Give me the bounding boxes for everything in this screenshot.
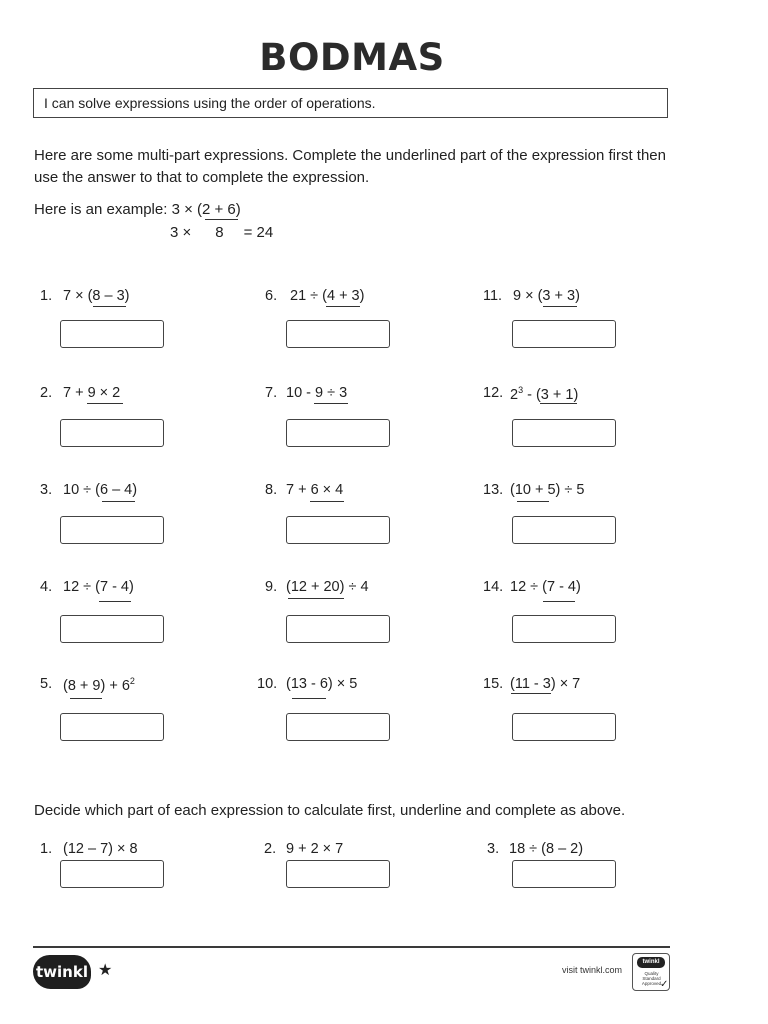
expression-underline	[314, 403, 348, 404]
question-number: 14.	[483, 579, 504, 595]
answer-box-15[interactable]	[512, 713, 616, 741]
star-icon: ★	[98, 962, 113, 979]
expression-underline	[292, 698, 326, 699]
twinkl-logo: twinkl	[33, 955, 91, 989]
page-title: BODMAS	[259, 36, 445, 79]
question-number: 1.	[40, 841, 53, 857]
expression-underline	[326, 306, 360, 307]
question-expression: 9 × (3 + 3)	[513, 288, 580, 304]
check-icon: ✓	[660, 979, 669, 990]
question-number: 13.	[483, 482, 504, 498]
question-expression: 7 + 6 × 4	[286, 482, 344, 498]
quality-badge	[632, 953, 670, 991]
badge-text: Quality Standard Approved	[641, 971, 662, 986]
question-number: 15.	[483, 676, 504, 692]
question-expression: (12 – 7) × 8	[63, 841, 138, 857]
example-expression: Here is an example: 3 × (2 + 6)	[34, 201, 241, 218]
question-number: 4.	[40, 579, 53, 595]
answer-box-10[interactable]	[286, 713, 390, 741]
example-working	[170, 222, 273, 244]
question-expression: (10 + 5) ÷ 5	[510, 482, 585, 498]
question-expression: 12 ÷ (7 - 4)	[510, 579, 581, 595]
question-number: 2.	[40, 385, 53, 401]
question-number: 7.	[265, 385, 278, 401]
expression-underline	[87, 403, 123, 404]
question-number: 10.	[257, 676, 278, 692]
question-number: 3.	[487, 841, 500, 857]
answer-box-4[interactable]	[60, 615, 164, 643]
answer-box-1[interactable]	[60, 320, 164, 348]
expression-underline	[288, 598, 344, 599]
question-number: 5.	[40, 676, 53, 692]
section-2-answer-box-3[interactable]	[512, 860, 616, 888]
answer-box-7[interactable]	[286, 419, 390, 447]
example-working-mid: 8	[215, 224, 224, 241]
question-expression: (11 - 3) × 7	[510, 676, 581, 692]
question-expression: 18 ÷ (8 – 2)	[509, 841, 584, 857]
expression-underline	[543, 601, 575, 602]
expression-underline	[540, 403, 577, 404]
answer-box-5[interactable]	[60, 713, 164, 741]
question-expression: $2^3 - (3 + 1)$	[510, 385, 579, 403]
example-underline	[205, 219, 238, 220]
answer-box-14[interactable]	[512, 615, 616, 643]
answer-box-11[interactable]	[512, 320, 616, 348]
expression-underline	[511, 693, 551, 694]
question-expression: 21 ÷ (4 + 3)	[290, 288, 365, 304]
answer-box-2[interactable]	[60, 419, 164, 447]
expression-underline	[310, 501, 344, 502]
footer-divider	[33, 946, 670, 948]
answer-box-12[interactable]	[512, 419, 616, 447]
question-number: 8.	[265, 482, 278, 498]
question-expression: 9 + 2 × 7	[286, 841, 344, 857]
expression-underline	[102, 501, 135, 502]
question-expression: 12 ÷ (7 - 4)	[63, 579, 134, 595]
question-number: 3.	[40, 482, 53, 498]
question-expression: (13 - 6) × 5	[286, 676, 358, 692]
expression-underline	[70, 698, 102, 699]
instructions-text: Here are some multi-part expressions. Complete the underlined part of the expression first then use the answer to that to complete the expression.	[34, 147, 666, 186]
question-number: 11.	[483, 288, 503, 304]
section-2-instruction: Decide which part of each expression to calculate first, underline and complete as above.	[34, 802, 626, 819]
answer-box-13[interactable]	[512, 516, 616, 544]
learning-objective: I can solve expressions using the order of operations.	[33, 88, 668, 118]
answer-box-8[interactable]	[286, 516, 390, 544]
example-working-left: 3 ×	[170, 224, 192, 241]
question-number: 12.	[483, 385, 504, 401]
question-expression: (12 + 20) ÷ 4	[286, 579, 369, 595]
question-expression: 10 - 9 ÷ 3	[286, 385, 348, 401]
badge-title: twinkl	[637, 957, 665, 968]
example-working-result: = 24	[243, 224, 274, 241]
answer-box-6[interactable]	[286, 320, 390, 348]
expression-underline	[517, 501, 549, 502]
section-2-answer-box-2[interactable]	[286, 860, 390, 888]
expression-underline	[93, 306, 126, 307]
question-number: 9.	[265, 579, 278, 595]
question-expression: $(8 + 9) + 6^2$	[63, 676, 135, 694]
visit-link[interactable]: visit twinkl.com	[562, 965, 623, 975]
answer-box-9[interactable]	[286, 615, 390, 643]
answer-box-3[interactable]	[60, 516, 164, 544]
question-number: 2.	[264, 841, 277, 857]
expression-underline	[543, 306, 577, 307]
question-expression: 7 × (8 – 3)	[63, 288, 130, 304]
question-expression: 7 + 9 × 2	[63, 385, 121, 401]
question-number: 1.	[40, 288, 53, 304]
question-expression: 10 ÷ (6 – 4)	[63, 482, 138, 498]
question-number: 6.	[265, 288, 278, 304]
expression-underline	[99, 601, 131, 602]
section-2-answer-box-1[interactable]	[60, 860, 164, 888]
